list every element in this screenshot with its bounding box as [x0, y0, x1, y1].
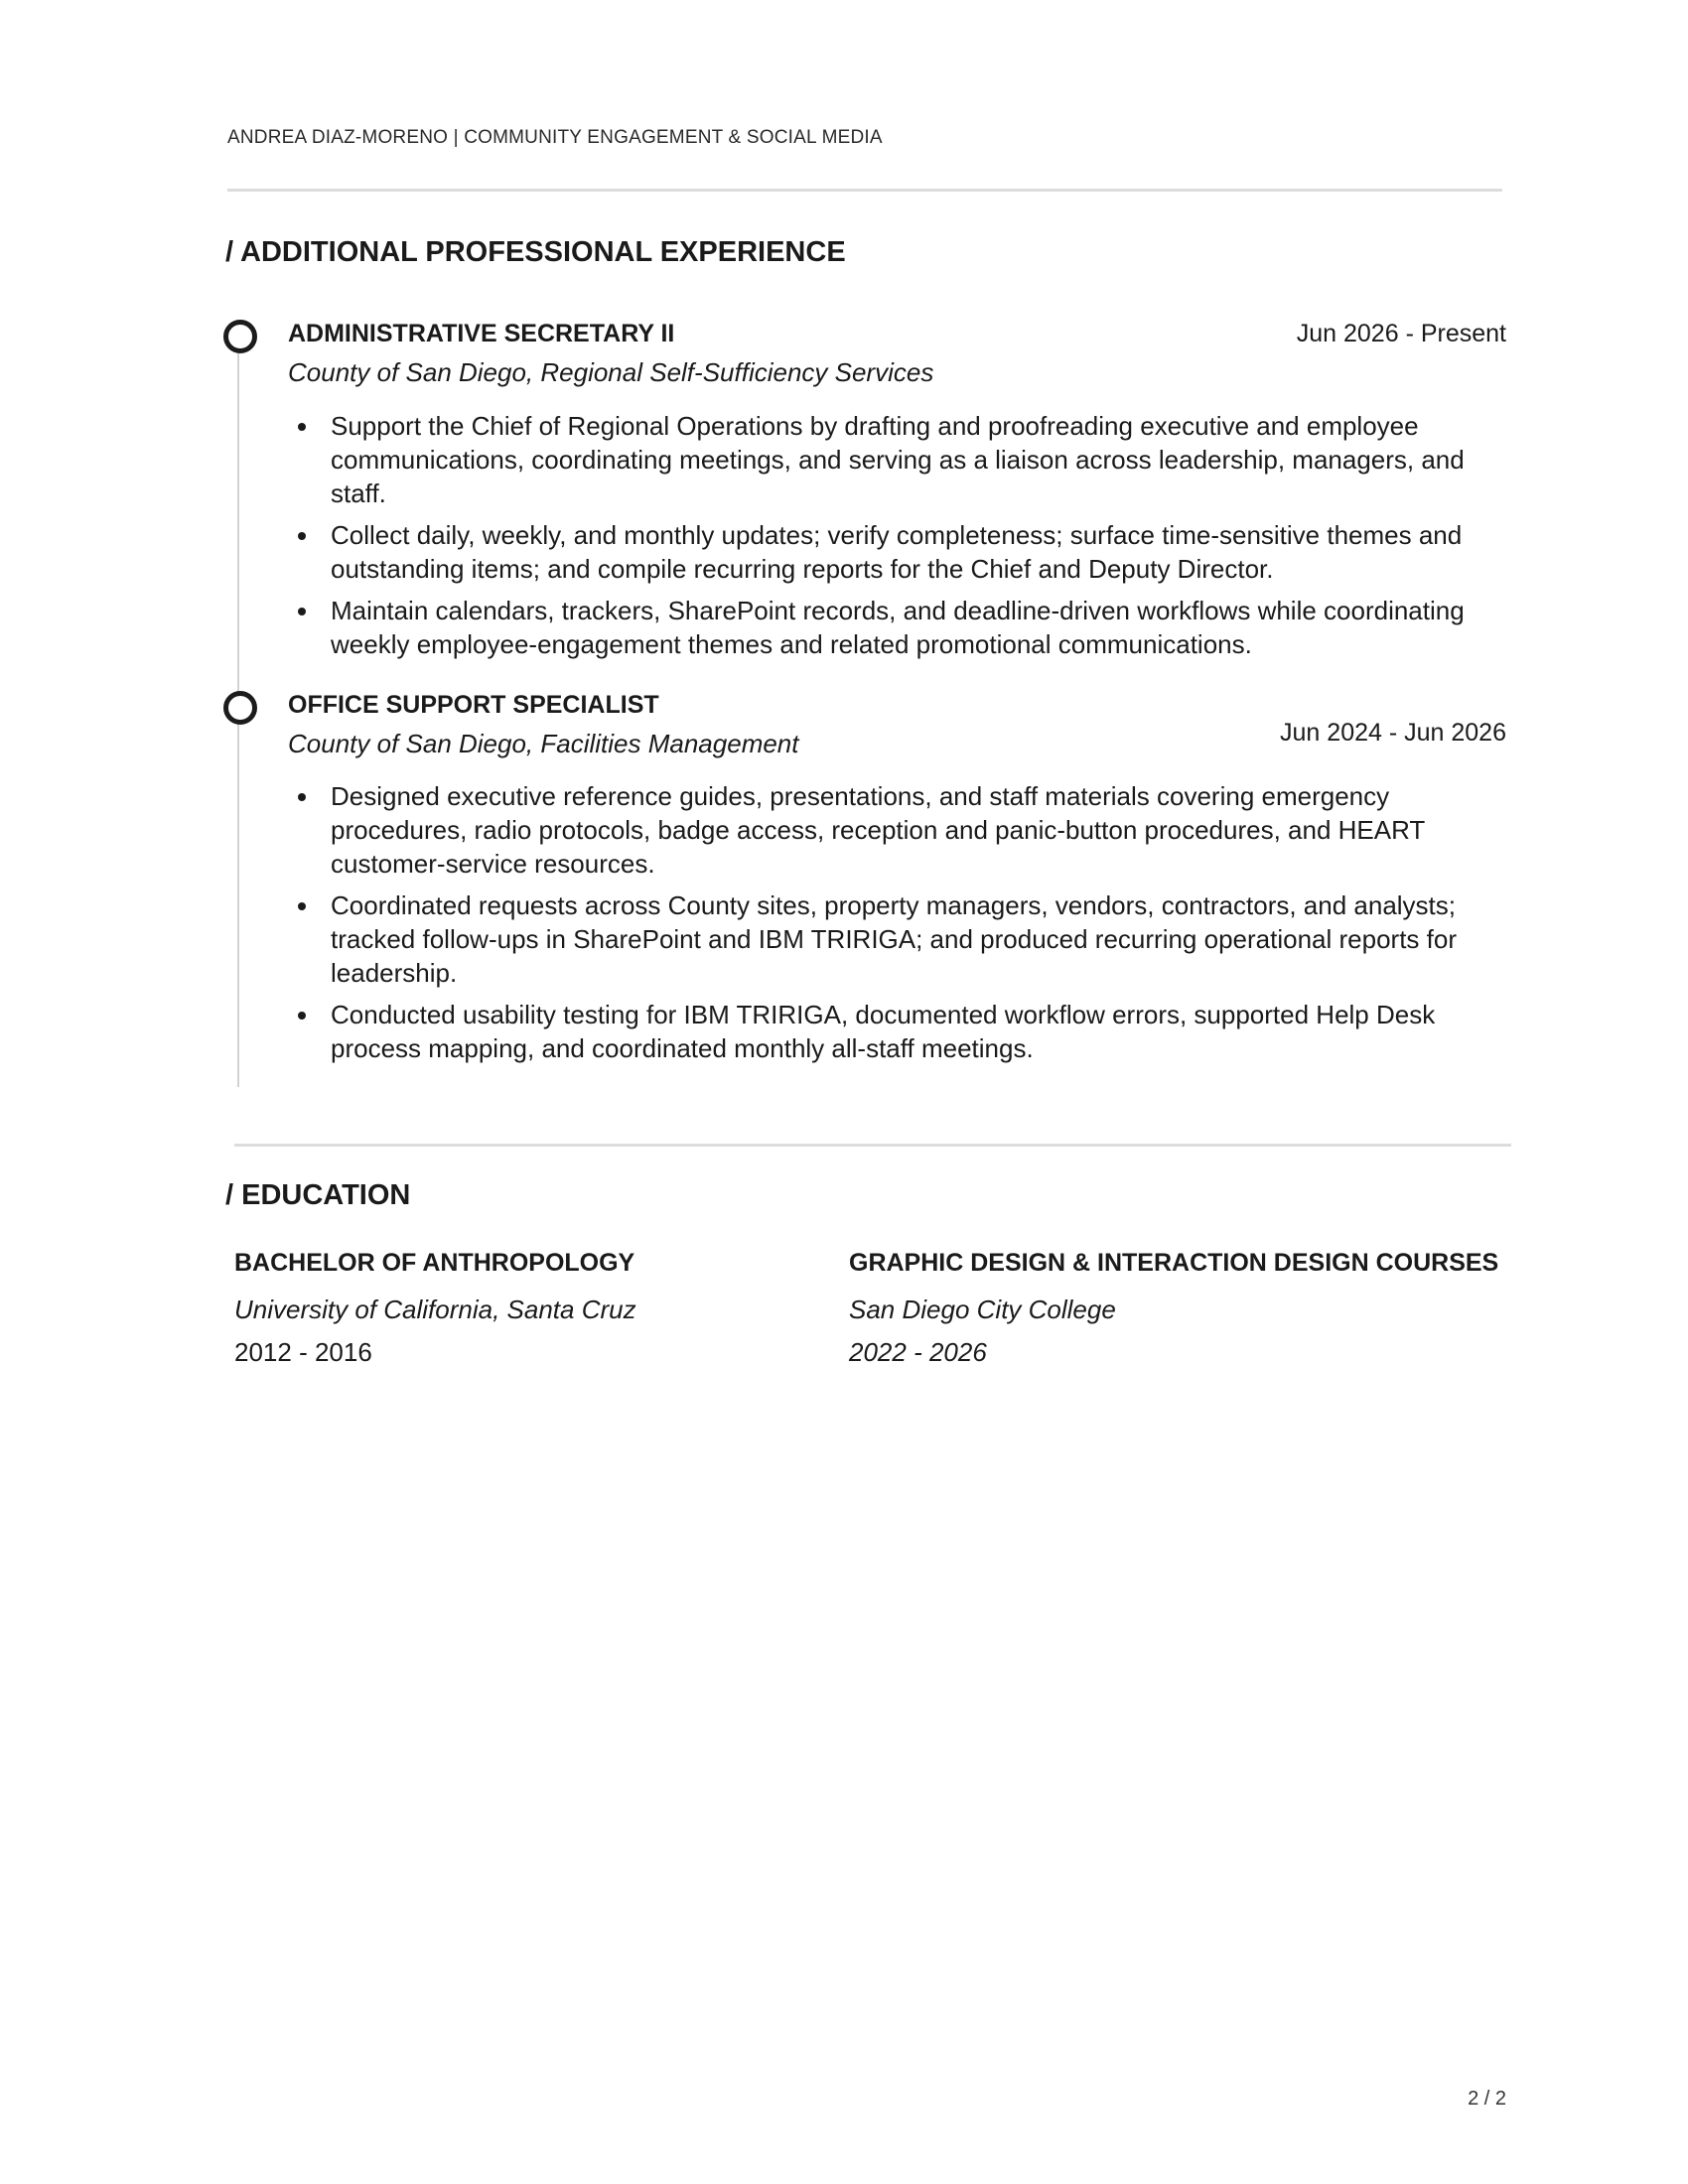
bullet-icon [298, 793, 306, 801]
list-item [288, 594, 1509, 661]
job-bullet-list [288, 779, 1509, 1073]
timeline-circle-icon [223, 320, 257, 353]
bullet-text: Maintain calendars, trackers, SharePoint records, and deadline-driven workflows while coordinating weekly employee-engagement themes and related promotional communications. [331, 596, 1465, 659]
section-title-experience: / ADDITIONAL PROFESSIONAL EXPERIENCE [225, 236, 846, 268]
education-school: University of California, Santa Cruz [234, 1295, 636, 1324]
bullet-text: Collect daily, weekly, and monthly updates; verify completeness; surface time-sensitive themes and outstanding items; and compile recurring reports for the Chief and Deputy Director. [331, 520, 1463, 584]
page-number: 2 / 2 [1468, 2088, 1506, 2110]
list-item [288, 409, 1509, 510]
job-organization: County of San Diego, Regional Self-Sufficiency Services [288, 357, 934, 387]
education-school: San Diego City College [849, 1295, 1116, 1324]
bullet-text: Coordinated requests across County sites, property managers, vendors, contractors, and analysts; tracked follow-ups in SharePoint and IBM TRIRIGA; and produced recurring operational reports for leadership. [331, 890, 1457, 988]
list-item [288, 779, 1509, 881]
list-item [288, 998, 1509, 1065]
section-title-education: / EDUCATION [225, 1179, 411, 1211]
list-item [288, 518, 1509, 586]
education-years: 2012 - 2016 [234, 1337, 372, 1367]
job-bullet-list [288, 409, 1509, 669]
education-years: 2022 - 2026 [849, 1337, 987, 1367]
page-header: ANDREA DIAZ-MORENO | COMMUNITY ENGAGEMENT & SOCIAL MEDIA [227, 127, 883, 148]
bullet-text: Conducted usability testing for IBM TRIRIGA, documented workflow errors, supported Help Desk process mapping, and coordinated monthly all-staff meetings. [331, 1000, 1436, 1063]
header-divider [227, 189, 1502, 192]
bullet-icon [298, 423, 306, 431]
bullet-icon [298, 532, 306, 540]
job-organization: County of San Diego, Facilities Management [288, 729, 799, 758]
bullet-text: Designed executive reference guides, presentations, and staff materials covering emergency procedures, radio protocols, badge access, reception and panic-button procedures, and HEART customer-service resources. [331, 781, 1425, 879]
job-dates: Jun 2024 - Jun 2026 [1280, 719, 1506, 747]
bullet-icon [298, 608, 306, 615]
education-degree: BACHELOR OF ANTHROPOLOGY [234, 1249, 635, 1277]
list-item [288, 888, 1509, 990]
bullet-icon [298, 1012, 306, 1020]
education-degree: GRAPHIC DESIGN & INTERACTION DESIGN COURSES [849, 1249, 1499, 1277]
timeline-circle-icon [223, 691, 257, 725]
job-title: OFFICE SUPPORT SPECIALIST [288, 691, 659, 719]
bullet-icon [298, 902, 306, 910]
job-title: ADMINISTRATIVE SECRETARY II [288, 320, 675, 347]
section-divider [234, 1144, 1511, 1147]
job-dates: Jun 2026 - Present [1296, 320, 1506, 347]
bullet-text: Support the Chief of Regional Operations by drafting and proofreading executive and employee communications, coordinating meetings, and serving as a liaison across leadership, managers, and staff. [331, 411, 1465, 508]
